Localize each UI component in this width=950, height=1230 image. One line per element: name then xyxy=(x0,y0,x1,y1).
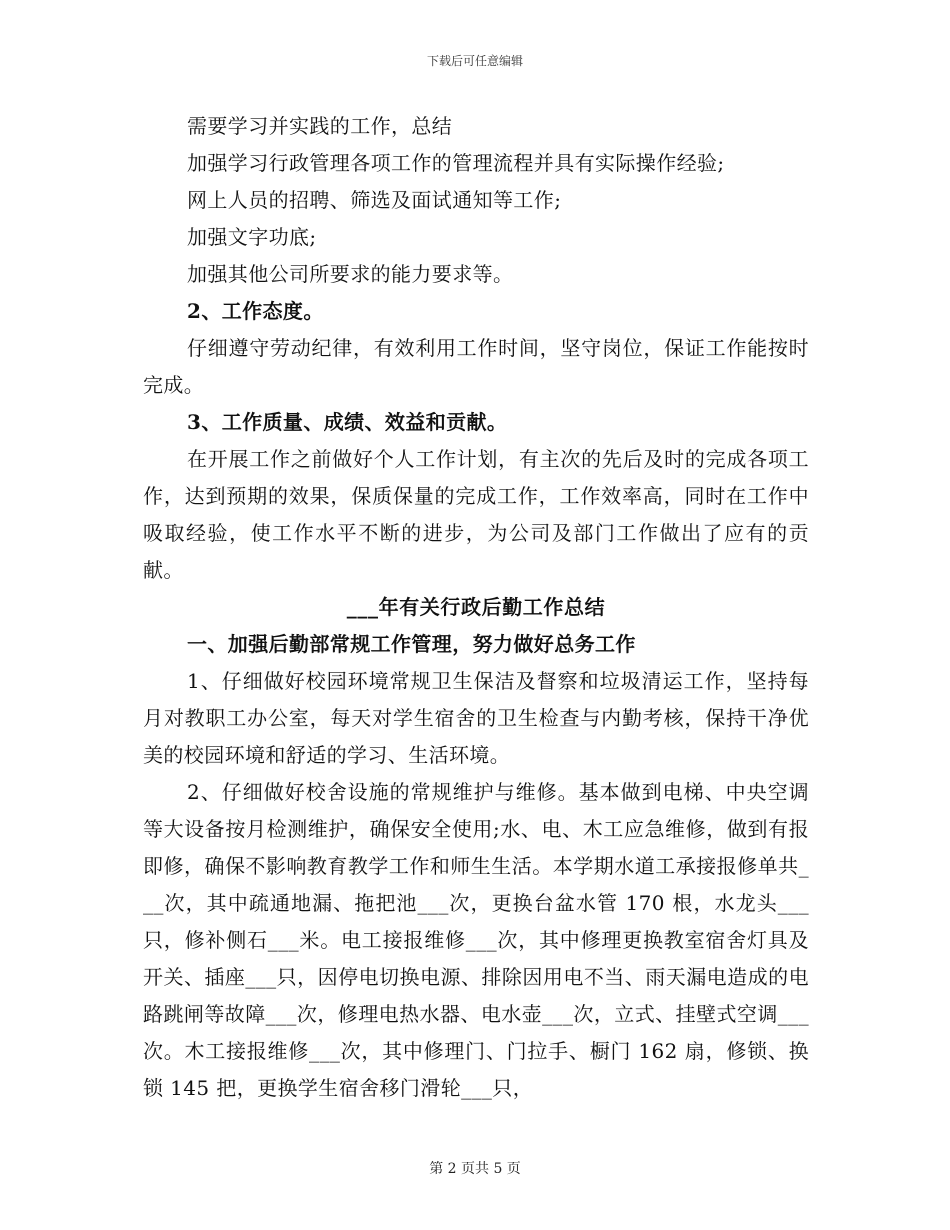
section-heading-work-quality: 3、工作质量、成绩、效益和贡献。 xyxy=(187,410,508,434)
intro-line: 加强学习行政管理各项工作的管理流程并具有实际操作经验; xyxy=(187,151,725,175)
intro-line: 网上人员的招聘、筛选及面试通知等工作; xyxy=(187,188,562,212)
section-heading-work-attitude: 2、工作态度。 xyxy=(187,299,324,323)
paragraph-work-quality: 在开展工作之前做好个人工作计划，有主次的先后及时的完成各项工作，达到预期的效果，保质保量的完成工作，工作效率高，同时在工作中吸取经验，使工作水平不断的进步，为公司及部门工作做出了应有的贡献。 xyxy=(143,447,809,582)
page-footer: 第 2 页共 5 页 xyxy=(429,1161,521,1177)
section-heading-logistics: 一、加强后勤部常规工作管理，努力做好总务工作 xyxy=(187,632,636,656)
paragraph-campus-environment: 1、仔细做好校园环境常规卫生保洁及督察和垃圾清运工作，坚持每月对教职工办公室，每天对学生宿舍的卫生检查与内勤考核，保持干净优美的校园环境和舒适的学习、生活环境。 xyxy=(143,669,809,767)
paragraph-facility-maintenance: 2、仔细做好校舍设施的常规维护与维修。基本做到电梯、中央空调等大设备按月检测维护，确保安全使用;水、电、木工应急维修，做到有报即修，确保不影响教育教学工作和师生生活。本学期水道工承接报修单共___次，其中疏通地漏、拖把池___次，更换台盆水管 170 根，水龙头___只，修补侧石___米。电工接报维修___次，其中修理更换教室宿舍灯具及开关、插座___只，因停电切换电源、排除因用电不当、雨天漏电造成的电路跳闸等故障___次，修理电热水器、电水壶___次，立式、挂壁式空调___次。木工接报维修___次，其中修理门、门拉手、橱门 162 扇，修锁、换锁 145 把，更换学生宿舍移门滑轮___只， xyxy=(143,780,809,1100)
document-title: ___年有关行政后勤工作总结 xyxy=(346,595,606,619)
document-body xyxy=(143,108,809,1107)
paragraph-work-attitude: 仔细遵守劳动纪律，有效利用工作时间，坚守岗位，保证工作能按时完成。 xyxy=(143,336,809,397)
intro-line: 加强其他公司所要求的能力要求等。 xyxy=(187,262,514,286)
intro-line: 加强文字功底; xyxy=(187,225,317,249)
page-header: 下载后可任意编辑 xyxy=(426,54,523,68)
intro-line: 需要学习并实践的工作，总结 xyxy=(187,114,453,138)
